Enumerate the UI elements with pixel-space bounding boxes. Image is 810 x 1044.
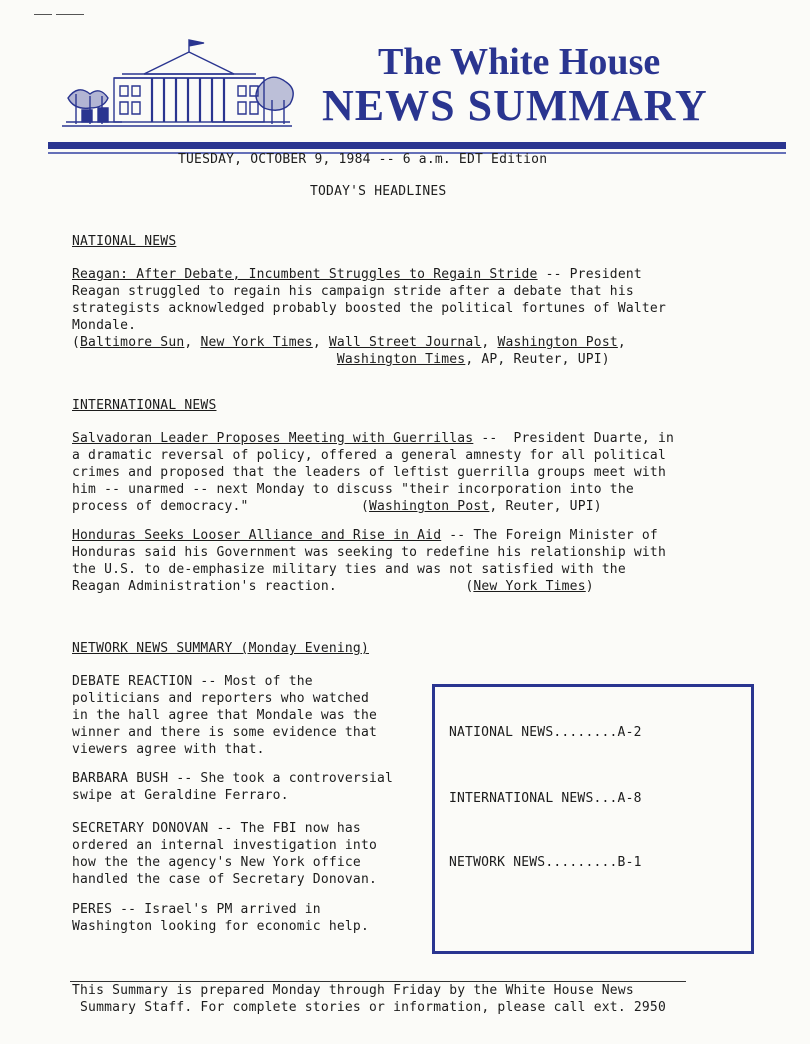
network-item-line: viewers agree with that.: [72, 742, 265, 757]
network-item-line: PERES -- Israel's PM arrived in: [72, 902, 321, 917]
source-name: New York Times: [473, 579, 586, 594]
national-news-heading: NATIONAL NEWS: [72, 234, 177, 249]
story-text: Honduras said his Government was seeking to redefine his relationship with: [72, 545, 666, 560]
story-text: crimes and proposed that the leaders of leftist guerrilla groups meet with: [72, 465, 666, 480]
source-name: Washington Post: [369, 499, 490, 514]
source-close: ): [585, 579, 594, 594]
source-name: New York Times: [200, 335, 313, 350]
footer: [72, 982, 666, 1016]
network-item-line: politicians and reporters who watched: [72, 691, 369, 706]
source-name: Wall Street Journal: [328, 335, 482, 350]
network-item-line: ordered an internal investigation into: [72, 838, 378, 853]
story-text: Reagan struggled to regain his campaign stride after a debate that his: [72, 284, 634, 299]
network-item-line: swipe at Geraldine Ferraro.: [72, 788, 289, 803]
headlines-title: TODAY'S HEADLINES: [310, 184, 447, 199]
footer-line: Summary Staff. For complete stories or information, please call ext. 2950: [72, 1000, 666, 1015]
index-international: INTERNATIONAL NEWS...A-8: [449, 791, 642, 806]
story-text: Mondale.: [72, 318, 137, 333]
masthead-rule: [48, 142, 786, 149]
story-text: him -- unarmed -- next Monday to discuss "their incorporation into the: [72, 482, 634, 497]
story-headline: Honduras Seeks Looser Alliance and Rise in Aid: [72, 528, 442, 543]
story-text: President: [569, 267, 642, 282]
index-national: NATIONAL NEWS........A-2: [449, 725, 642, 740]
international-story-1: [72, 430, 674, 515]
story-text: the U.S. to de-emphasize military ties and was not satisfied with the: [72, 562, 626, 577]
network-item-line: SECRETARY DONOVAN -- The FBI now has: [72, 821, 361, 836]
network-item-line: how the the agency's New York office: [72, 855, 361, 870]
source-open: (: [465, 579, 474, 594]
footer-line: This Summary is prepared Monday through Friday by the White House News: [72, 983, 634, 998]
network-item-line: handled the case of Secretary Donovan.: [72, 872, 378, 887]
masthead: [0, 0, 810, 160]
masthead-title-line1: The White House: [378, 41, 661, 83]
network-item: [72, 901, 369, 935]
network-item-line: BARBARA BUSH -- She took a controversial: [72, 771, 394, 786]
edition-line: TUESDAY, OCTOBER 9, 1984 -- 6 a.m. EDT Edition: [178, 152, 548, 167]
index-network: NETWORK NEWS.........B-1: [449, 855, 642, 870]
index-box: [432, 684, 754, 954]
network-item: [72, 770, 393, 804]
source-name: Washington Times: [336, 352, 466, 367]
story-headline: Reagan: After Debate, Incumbent Struggles to Regain Stride: [72, 267, 538, 282]
network-item: [72, 673, 377, 758]
story-text: -- President Duarte, in: [473, 431, 675, 446]
source-open: (: [360, 499, 369, 514]
story-text: a dramatic reversal of policy, offered a general amnesty for all political: [72, 448, 666, 463]
international-story-2: [72, 527, 666, 595]
source-name: Baltimore Sun: [80, 335, 185, 350]
source-open: (: [72, 335, 81, 350]
network-news-heading: NETWORK NEWS SUMMARY (Monday Evening): [72, 641, 369, 656]
network-item-line: in the hall agree that Mondale was the: [72, 708, 378, 723]
story-text: -- The Foreign Minister of: [441, 528, 658, 543]
source-tail: , Reuter, UPI): [489, 499, 602, 514]
story-headline: Salvadoran Leader Proposes Meeting with Guerrillas: [72, 431, 474, 446]
masthead-title-line2: NEWS SUMMARY: [322, 81, 708, 130]
separator: --: [537, 267, 570, 282]
network-item-line: winner and there is some evidence that: [72, 725, 378, 740]
national-story: Reagan: After Debate, Incumbent Struggles to Regain Stride -- President Reagan struggled to regain his campaign stride after a debate that his strategists acknowledged probably boosted the political fortunes of Walter Mondale. (Baltimore Sun, New York Times, Wall Street Journal, Washington Post, Washington Times, AP, Reuter, UPI): [72, 267, 666, 367]
story-text: Reagan Administration's reaction.: [72, 579, 337, 594]
white-house-illustration: [62, 38, 312, 130]
international-news-heading: INTERNATIONAL NEWS: [72, 398, 217, 413]
source-tail: , AP, Reuter, UPI): [465, 352, 610, 367]
story-text: strategists acknowledged probably boosted the political fortunes of Walter: [72, 301, 666, 316]
source-name: Washington Post: [497, 335, 618, 350]
story-text: process of democracy.": [72, 499, 249, 514]
network-item-line: Washington looking for economic help.: [72, 919, 369, 934]
network-item-line: DEBATE REACTION -- Most of the: [72, 674, 313, 689]
network-item: [72, 820, 377, 888]
